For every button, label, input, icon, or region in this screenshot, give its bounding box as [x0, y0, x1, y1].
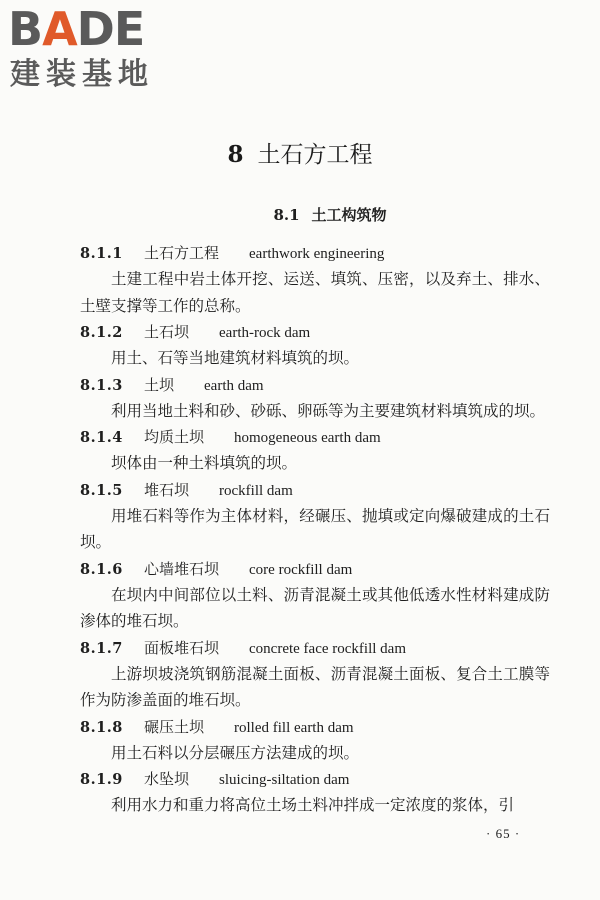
term-heading: [80, 556, 550, 582]
term-english: earthwork engineering: [249, 246, 385, 262]
term-heading: [80, 319, 550, 345]
page-number: · 65 ·: [486, 826, 521, 841]
term-heading: [80, 424, 550, 450]
section-title: [0, 204, 600, 226]
term-chinese: 均质土坝: [144, 428, 205, 446]
logo-letter-a: A: [42, 2, 77, 56]
term-english: rockfill dam: [219, 482, 293, 499]
term-definition: 用堆石料等作为主体材料，经碾压、抛填或定向爆破建成的土石坝。: [80, 506, 550, 551]
term-chinese: 土石坝: [144, 323, 190, 341]
term-heading: [80, 240, 550, 266]
chapter-name: 土石方工程: [257, 142, 373, 168]
term-chinese: 土石方工程: [144, 244, 220, 262]
term-code: 8.1.3: [80, 376, 123, 394]
term-entry: [80, 477, 550, 556]
term-english: sluicing-siltation dam: [219, 772, 350, 788]
chapter-title: [0, 140, 600, 170]
term-english: earth dam: [204, 377, 264, 394]
term-english: rolled fill earth dam: [234, 719, 354, 736]
term-code: 8.1.4: [80, 429, 123, 446]
term-english: concrete face rockfill dam: [249, 640, 407, 657]
logo-wordmark: [8, 4, 144, 54]
term-definition: 利用当地土料和砂、砂砾、卵砾等为主要建筑材料填筑成的坝。: [111, 401, 546, 420]
term-definition: 上游坝坡浇筑钢筋混凝土面板、沥青混凝土面板、复合土工膜等作为防渗盖面的堆石坝。: [80, 664, 550, 709]
term-chinese: 水坠坝: [144, 770, 190, 788]
term-entry: [80, 714, 550, 767]
term-heading: [80, 714, 550, 740]
term-entry: [80, 424, 550, 477]
term-definition: 土建工程中岩土体开挖、运送、填筑、压密，以及弃土、排水、土壁支撑等工作的总称。: [80, 270, 550, 315]
term-entry: [80, 372, 550, 425]
term-definition: 用土石料以分层碾压方法建成的坝。: [111, 743, 360, 762]
term-code: 8.1.2: [80, 324, 123, 341]
term-english: earth-rock dam: [219, 325, 311, 341]
term-code: 8.1.1: [80, 245, 123, 262]
chapter-number: 8: [227, 141, 244, 168]
term-entries: [80, 240, 550, 819]
term-code: 8.1.7: [80, 639, 123, 657]
logo-letters-de: DE: [76, 2, 145, 56]
term-definition: 用土、石等当地建筑材料填筑的坝。: [111, 349, 360, 367]
term-entry: [80, 766, 550, 819]
term-english: homogeneous earth dam: [234, 430, 381, 446]
term-chinese: 土坝: [144, 375, 175, 394]
term-chinese: 面板堆石坝: [144, 638, 220, 657]
term-heading: [80, 766, 550, 792]
term-code: 8.1.6: [80, 560, 123, 578]
term-entry: [80, 635, 550, 714]
term-english: core rockfill dam: [249, 561, 353, 578]
term-heading: [80, 372, 550, 398]
term-code: 8.1.9: [80, 771, 123, 788]
bade-logo: [6, 4, 176, 96]
term-entry: [80, 556, 550, 635]
term-definition: 坝体由一种土料填筑的坝。: [111, 454, 298, 472]
term-definition: 在坝内中间部位以土料、沥青混凝土或其他低透水性材料建成防渗体的堆石坝。: [80, 585, 550, 630]
term-definition: 利用水力和重力将高位土场土料冲拌成一定浓度的浆体，引: [111, 796, 515, 814]
term-entry: [80, 319, 550, 372]
term-chinese: 堆石坝: [144, 480, 190, 499]
section-number: 8.1: [273, 206, 300, 224]
term-code: 8.1.8: [80, 718, 123, 736]
term-heading: [80, 477, 550, 503]
logo-chinese-name: 建装基地: [10, 57, 154, 92]
section-name: 土工构筑物: [311, 206, 387, 224]
term-code: 8.1.5: [80, 481, 123, 499]
term-chinese: 碾压土坝: [144, 717, 205, 736]
term-heading: [80, 635, 550, 661]
term-chinese: 心墙堆石坝: [144, 559, 220, 578]
term-entry: [80, 240, 550, 319]
logo-letter-b: B: [8, 2, 43, 56]
